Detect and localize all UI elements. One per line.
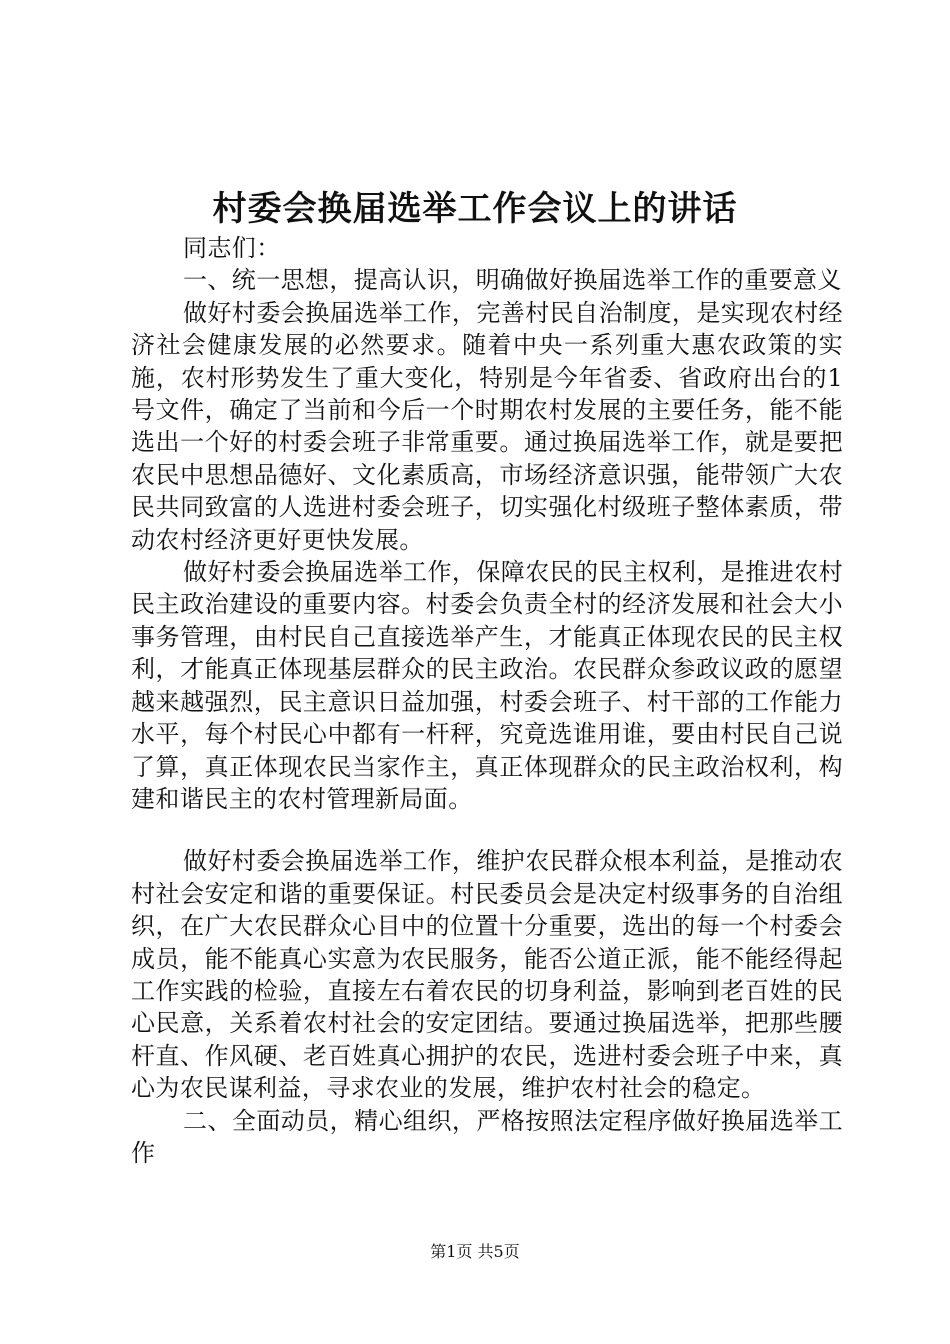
salutation: 同志们： <box>183 234 281 262</box>
document-body <box>131 232 843 1169</box>
body-paragraph-3: 做好村委会换届选举工作，维护农民群众根本利益，是推动农村社会安定和谐的重要保证。村民委员会是决定村级事务的自治组织，在广大农民群众心目中的位置十分重要，选出的每一个村委会成员，能不能真心实意为农民服务，能否公道正派，能不能经得起工作实践的检验，直接左右着农民的切身利益，影响到老百姓的民心民意，关系着农村社会的安定团结。要通过换届选举，把那些腰杆直、作风硬、老百姓真心拥护的农民，选进村委会班子中来，真心为农民谋利益，寻求农业的发展，维护农村社会的稳定。 <box>131 847 843 1103</box>
body-paragraph-1: 做好村委会换届选举工作，完善村民自治制度，是实现农村经济社会健康发展的必然要求。随着中央一系列重大惠农政策的实施，农村形势发生了重大变化，特别是今年省委、省政府出台的1号文件，确定了当前和今后一个时期农村发展的主要任务，能不能选出一个好的村委会班子非常重要。通过换届选举工作，就是要把农民中思想品德好、文化素质高，市场经济意识强，能带领广大农民共同致富的人选进村委会班子，切实强化村级班子整体素质，带动农村经济更好更快发展。 <box>131 298 843 554</box>
section-heading-2: 二、全面动员，精心组织，严格按照法定程序做好换届选举工作 <box>131 1106 843 1167</box>
section-heading-1: 一、统一思想，提高认识，明确做好换届选举工作的重要意义 <box>183 266 842 295</box>
body-paragraph-2: 做好村委会换届选举工作，保障农民的民主权利，是推进农村民主政治建设的重要内容。村委会负责全村的经济发展和社会大小事务管理，由村民自己直接选举产生，才能真正体现农民的民主权利，才能真正体现基层群众的民主政治。农民群众参政议政的愿望越来越强烈，民主意识日益加强，村委会班子、村干部的工作能力水平，每个村民心中都有一杆秤，究竟选谁用谁，要由村民自己说了算，真正体现农民当家作主，真正体现群众的民主政治权利，构建和谐民主的农村管理新局面。 <box>131 558 843 813</box>
page-footer: 第1页 共5页 <box>430 1242 520 1261</box>
document-title: 村委会换届选举工作会议上的讲话 <box>212 189 738 229</box>
